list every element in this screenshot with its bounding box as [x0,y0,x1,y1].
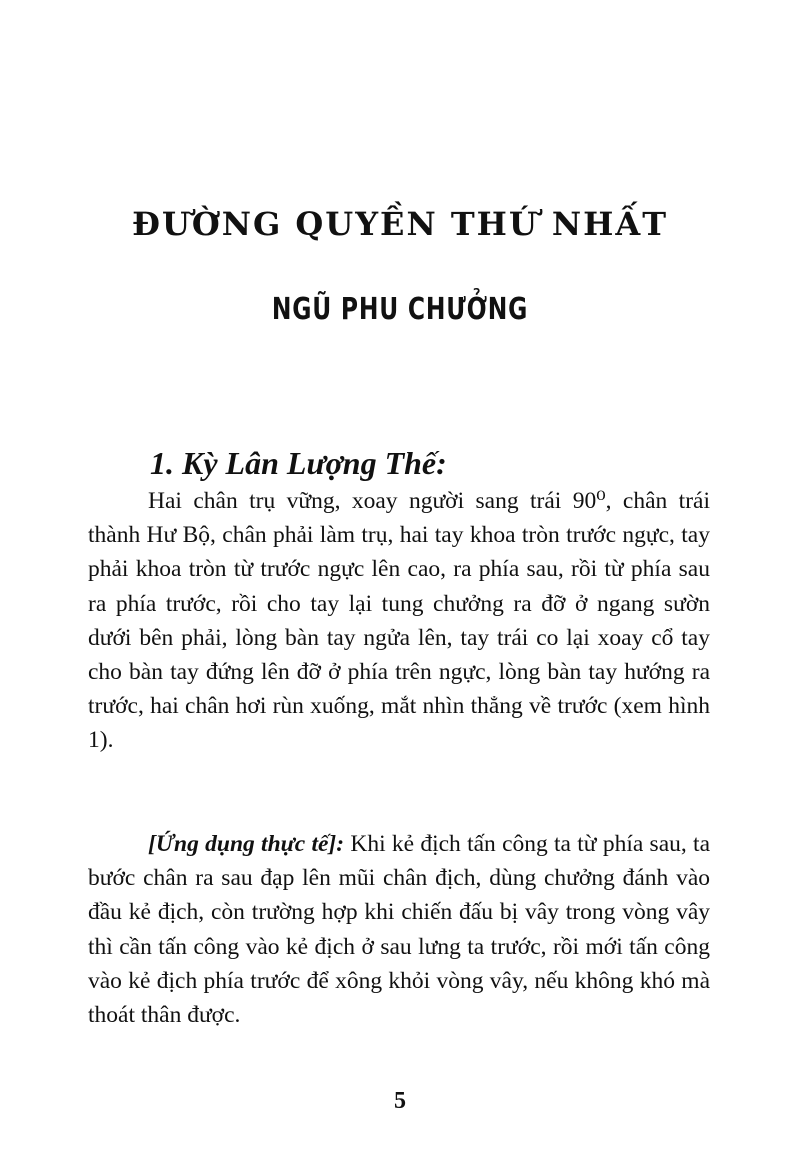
paragraph-2-text: Khi kẻ địch tấn công ta từ phía sau, ta bước chân ra sau đạp lên mũi chân địch, dùng chưởng đánh vào đầu kẻ địch, còn trường hợp khi chiến đấu bị vây trong vòng vây thì cần tấn công vào kẻ địch ở sau lưng ta trước, rồi mới tấn công vào kẻ địch phía trước để xông khỏi vòng vây, nếu không khó mà thoát thân được. [88,831,710,1029]
paragraph-technique-description [88,484,710,758]
page-number: 5 [394,1088,406,1114]
paragraph-application [88,827,710,1032]
application-label: [Ứng dụng thực tế]: [148,831,345,857]
chapter-subtitle: NGŨ PHU CHƯỞNG [271,292,529,327]
section-heading: 1. Kỳ Lân Lượng Thế: [150,445,447,481]
paragraph-1-text: Hai chân trụ vững, xoay người sang trái 90⁰, chân trái thành Hư Bộ, chân phải làm trụ, hai tay khoa tròn trước ngực, tay phải khoa tròn từ trước ngực lên cao, ra phía sau, rồi từ phía sau ra phía trước, rồi cho tay lại tung chưởng ra đỡ ở ngang sườn dưới bên phải, lòng bàn tay ngửa lên, tay trái co lại xoay cổ tay cho bàn tay đứng lên đỡ ở phía trên ngực, lòng bàn tay hướng ra trước, hai chân hơi rùn xuống, mắt nhìn thẳng về trước (xem hình 1). [88,488,710,754]
chapter-title: ĐƯỜNG QUYỀN THỨ NHẤT [131,205,669,243]
